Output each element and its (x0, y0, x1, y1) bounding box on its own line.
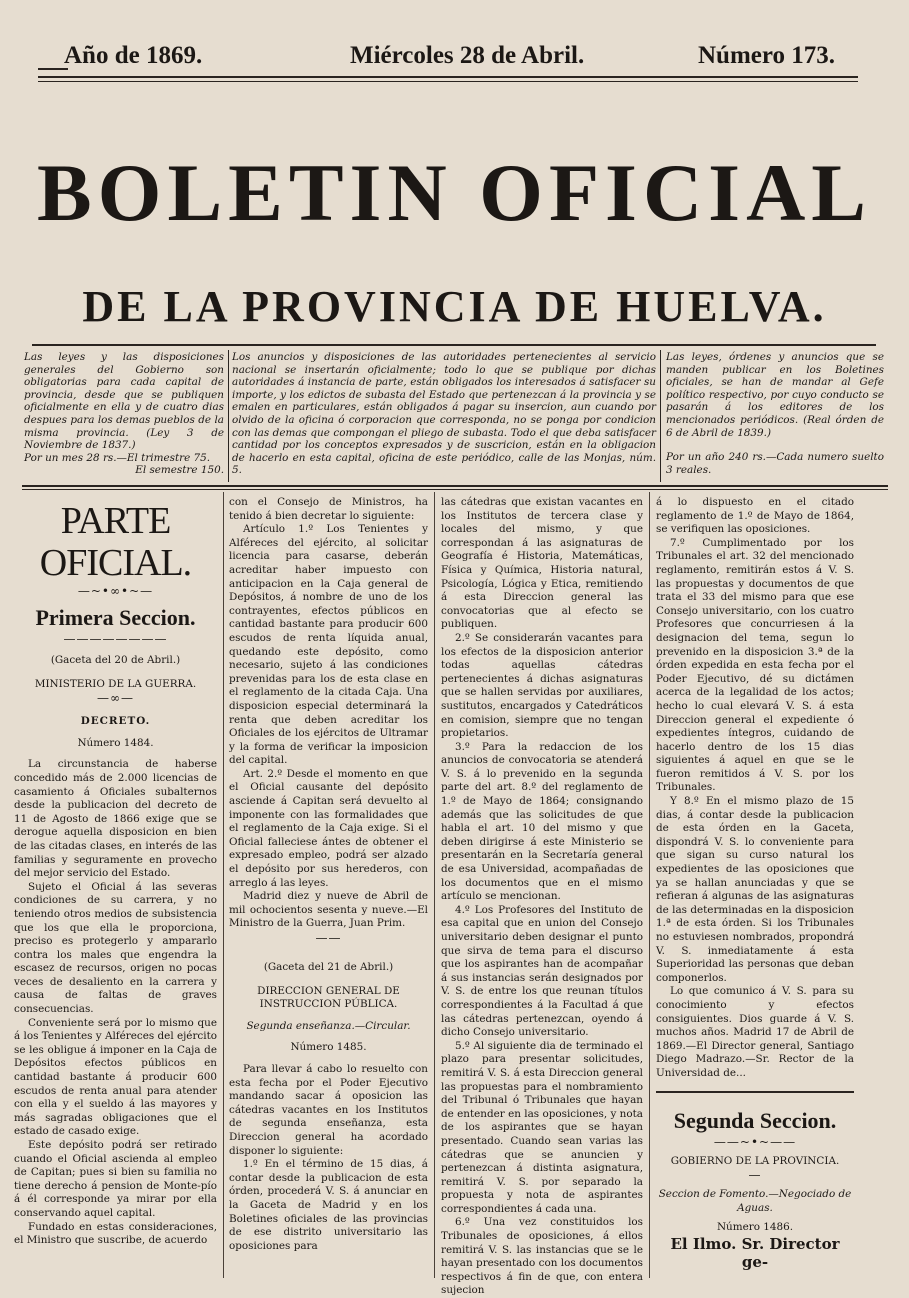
column-divider-2 (434, 492, 435, 1278)
paragraph: La circunstancia de haberse concedido más de 2.000 licencias de casamiento á Oficiales subalternos desde la publicacion del decreto de 11 de Agosto de 1866 exige que se derogue aquella disposicion en bien de las citadas clases, en interés de las familias y seguramente en provecho del mejor servicio del Estado. (14, 758, 217, 880)
column-divider-1 (223, 492, 224, 1278)
notice-left (24, 351, 224, 479)
paragraph: Sujeto el Oficial á las severas condiciones de su carrera, y no teniendo otros medios de subsistencia que los que ella le proporciona, preciso es protegerlo y ampararlo contra los males que engendra la escasez de recursos, origen no pocas veces de desaliento en la carrera y causa de faltas de graves consecuencias. (14, 880, 217, 1016)
primera-seccion-heading: Primera Seccion. (35, 605, 196, 630)
ornament: ———————— (63, 632, 168, 646)
masthead-subtitle: DE LA PROVINCIA DE HUELVA. (82, 282, 827, 331)
paragraph: Para llevar á cabo lo resuelto con esta fecha por el Poder Ejecutivo mandando sacar á oposicion las cátedras vacantes en los Institutos de segunda enseñanza, esta Direccion general ha acordado disponer lo siguiente: (229, 1062, 428, 1157)
paragraph: á lo dispuesto en el citado reglamento de 1.º de Mayo de 1864, se verifiquen las oposiciones. (656, 496, 854, 536)
header-rule (38, 76, 858, 78)
paragraph: Conveniente será por lo mismo que á los Tenientes y Alféreces del ejército se les obligue á imponer en la Caja de Depósitos efectos públicos en cantidad bastante á producir 600 escudos de renta anual para atender con ella y el sueldo á las mayores y más sagradas obligaciones que el estado de casado exige. (14, 1016, 218, 1138)
notice-divider-2 (660, 350, 661, 482)
direccion-heading: DIRECCION GENERAL DE INSTRUCCION PÚBLICA. (257, 984, 400, 1011)
notices-rule-thin (22, 489, 888, 490)
column-1 (14, 496, 217, 1276)
ornament: —~•∞•~— (77, 584, 154, 598)
ornament: ——~•~—— (713, 1134, 797, 1149)
parte-oficial-heading: PARTE OFICIAL. (39, 500, 192, 584)
header-rule-thin (38, 81, 858, 82)
paragraph: Lo que comunico á V. S. para su conocimiento y efectos consiguientes. Dios guarde á V. S. muchos años. Madrid 17 de Abril de 1869.—El Director general, Santiago Diego Madrazo.—Sr. Rector de la Universidad de... (656, 985, 854, 1079)
paragraph: 3.º Para la redaccion de los anuncios de convocatoria se atenderá V. S. á lo prevenido en la segunda parte del art. 8.º del reglamento de 1.º de Mayo de 1864; consignando además que las solicitudes de que habla el art. 10 del mismo y que deben dirigirse á este Ministerio se presentarán en la Secretaría general de esa Universidad, acompañadas de los documentos que en el mismo artículo se mencionan. (441, 740, 643, 903)
notice-center-text: Los anuncios y disposiciones de las autoridades pertenecientes al servicio nacional se insertarán oficialmente; todo lo que se publique por dichas autoridades á instancia de parte, están obligados los interesados á satisfacer su importe, y los edictos de subasta del Estado que pertenezcan á la provincia y se emalen en particulares, están obligados á pagar su insercion, aun cuando por olvido de la oficina ó corporacion que corresponda, no se ponga por condicion con las demas que compongan el pliego de subasta. Todo el que deba satisfacer cantidad por los conceptos expresados y de suscricion, están en la obligacion de hacerlo en esta capital, oficina de este periódico, calle de las Monjas, núm. 5. (232, 351, 656, 477)
paragraph: Madrid diez y nueve de Abril de mil ochocientos sesenta y nueve.—El Ministro de la Guerra, Juan Prim. (229, 890, 428, 930)
decree-number: Número 1484. (77, 736, 154, 749)
ornament: —— (315, 931, 342, 945)
notice-left-text: Las leyes y las disposiciones generales del Gobierno son obligatorias para cada capital de provincia, desde que se publiquen oficialmente en ella y de cuatro dias despues para los demas pueblos de la misma provincia. (Ley 3 de Noviembre de 1837.) (24, 351, 224, 452)
notice-right (666, 351, 884, 479)
notices-rule (22, 485, 888, 487)
column-3 (441, 496, 643, 1297)
section-rule (656, 1081, 854, 1093)
paragraph: 5.º Al siguiente dia de terminado el plazo para presentar solicitudes, remitirá V. S. á esta Direccion general las propuestas para el nombramiento del Tribunal ó Tribunales que hayan de entender en las oposiciones, y nota de los aspirantes que se hayan presentado. Cuando sean varias las cátedras que se anuncien y pertenezcan á distinta asignatura, remitirá V. S. por separado la propuesta y nota de aspirantes correspondientes á cada una. (441, 1039, 643, 1215)
paragraph: Art. 2.º Desde el momento en que el Oficial causante del depósito asciende á Capitan será devuelto al imponente con las formalidades que el reglamento de la Caja exige. Si el Oficial falleciese ántes de obtener el expresado empleo, podrá ser alzado el depósito por sus herederos, con arreglo á las leyes. (229, 767, 428, 889)
issue-year: Año de 1869. (64, 42, 203, 69)
fomento-heading: Seccion de Fomento.—Negociado de Aguas. (658, 1188, 852, 1214)
masthead-title: BOLETIN OFICIAL (36, 147, 872, 238)
issue-date: Miércoles 28 de Abril. (350, 42, 585, 69)
ornament: —∞— (97, 691, 134, 706)
paragraph: Artículo 1.º Los Tenientes y Alféreces del ejército, al solicitar licencia para casarse, deberán acreditar haber impuesto con anticipacion en la Caja general de Depósitos, á nombre de uno de los contrayentes, efectos públicos en cantidad bastante para producir 600 escudos de renta líquida anual, quedando este depósito, como necesario, sujeto á las condiciones prevenidas para los de esta clase en el reglamento de la citada Caja. Una disposicion especial determinará la renta que deben acreditar los Oficiales de los ejércitos de Ultramar y la forma de verificar la imposicion del capital. (229, 523, 428, 767)
notice-left-price1: Por un mes 28 rs.—El trimestre 75. (24, 451, 211, 464)
column-2 (229, 496, 428, 1276)
paragraph: 7.º Cumplimentado por los Tribunales el art. 32 del mencionado reglamento, remitirán estos á V. S. las propuestas y documentos de que trata el 33 del mismo para que ese Consejo universitario, con los cuatro Profesores que concurriesen á la designacion del tema, segun lo prevenido en la disposicion 3.ª de la órden expedida en esta fecha por el Poder Ejecutivo, dé su dictámen acerca de la legalidad de los actos; hecho lo cual elevará V. S. á esta Direccion general el expediente ó expedientes íntegros, cuidando de hacerlo dentro de los 15 dias siguientes á aquel en que se le fueron remitidos á V. S. por los Tribunales. (656, 536, 854, 794)
paragraph: 6.º Una vez constituidos los Tribunales de oposiciones, á ellos remitirá V. S. las instancias que se le hayan presentado con los documentos respectivos á fin de que, con entera sujecion (441, 1216, 643, 1297)
gobierno-heading: GOBIERNO DE LA PROVINCIA. (670, 1154, 840, 1167)
circular-heading: Segunda enseñanza.—Circular. (246, 1019, 411, 1032)
ministry-heading: MINISTERIO DE LA GUERRA. (34, 677, 197, 690)
issue-number: Número 173. (698, 42, 836, 69)
fomento-number: Número 1486. (716, 1221, 794, 1234)
masthead-rule (32, 344, 876, 346)
paragraph: las cátedras que existan vacantes en los Institutos de tercera clase y locales del mismo, y que correspondan á las asignaturas de Geografía é Historia, Matemáticas, Física y Química, Historia natural, Psicología, Lógica y Etica, remitiendo á esta Direccion general las convocatorias que al efecto se publiquen. (441, 496, 643, 631)
notice-right-price: Por un año 240 rs.—Cada numero suelto 3 reales. (666, 451, 884, 476)
decree-heading: DECRETO. (80, 715, 151, 728)
column-4 (656, 496, 854, 1276)
notice-left-price2: El semestre 150. (135, 464, 224, 477)
notice-center (232, 351, 656, 479)
circular-number: Número 1485. (290, 1041, 367, 1054)
paragraph: Fundado en estas consideraciones, el Ministro que suscribe, de acuerdo (14, 1220, 217, 1247)
segunda-seccion-heading: Segunda Seccion. (673, 1107, 837, 1133)
paragraph: 1.º En el término de 15 dias, á contar desde la publicacion de esta órden, procederá V. S. á anunciar en la Gaceta de Madrid y en los Boletines oficiales de las provincias de ese distrito universitario las oposiciones para (229, 1158, 428, 1252)
gaceta-date: (Gaceta del 20 de Abril.) (50, 654, 181, 666)
column-divider-3 (649, 492, 650, 1278)
paragraph: 4.º Los Profesores del Instituto de esa capital que en union del Consejo universitario deben designar el punto que sirva de tema para el discurso que los aspirantes han de acompañar á sus instancias serán designados por V. S. de entre los que reunan títulos correspondientes á la Facultad á que las cátedras pertenezcan, oyendo á dicho Consejo universitario. (441, 903, 643, 1039)
paragraph: 2.º Se considerarán vacantes para los efectos de la disposicion anterior todas aquellas cátedras pertenecientes á dichas asignaturas que se hallen servidas por auxiliares, sustitutos, encargados y Catedráticos en comision, siempre que no tengan propietarios. (441, 631, 643, 740)
notice-divider-1 (228, 350, 229, 482)
gaceta-date: (Gaceta del 21 de Abril.) (263, 961, 394, 973)
paragraph: Y 8.º En el mismo plazo de 15 dias, á contar desde la publicacion de esta órden en la Gaceta, dispondrá V. S. lo conveniente para que sigan su curso natural los expedientes de las oposiciones que ya se hallan anunciadas y que se refieran á algunas de las asignaturas de las determinadas en la disposicion 1.ª de esta órden. Si los Tribunales no estuviesen nombrados, propondrá V. S. inmediatamente á esta Superioridad las personas que deban componerlos. (656, 795, 854, 984)
notice-right-text: Las leyes, órdenes y anuncios que se manden publicar en los Boletines oficiales, se han de mandar al Gefe político respectivo, por cuyo conducto se pasarán á los editores de los mencionados periódicos. (Real órden de 6 de Abril de 1839.) (666, 351, 884, 439)
paragraph: Este depósito podrá ser retirado cuando el Oficial ascienda al empleo de Capitan; pues si bien su familia no tiene derecho á pension de Monte-pío á él corresponde ya mirar por ella conservando aquel capital. (14, 1139, 217, 1219)
paragraph: El Ilmo. Sr. Director ge- (670, 1234, 840, 1271)
ornament: — (748, 1168, 762, 1183)
paragraph: con el Consejo de Ministros, ha tenido á bien decretar lo siguiente: (229, 496, 428, 522)
